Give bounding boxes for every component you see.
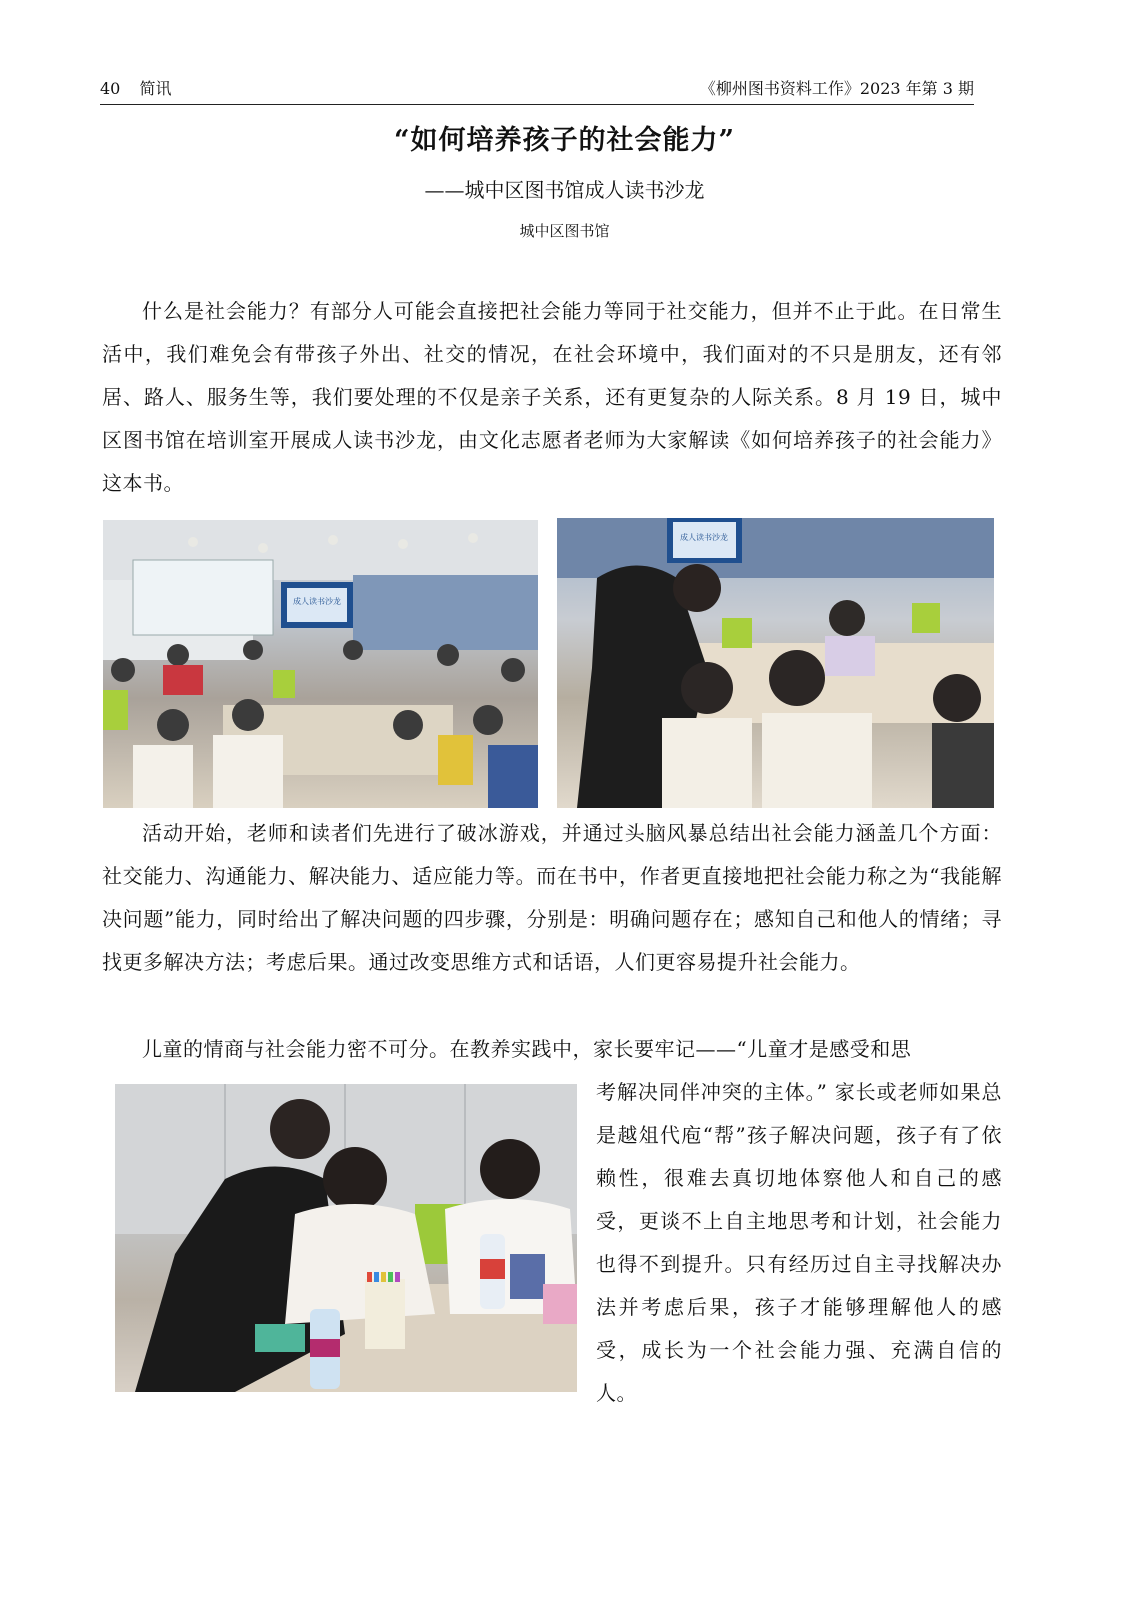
header-left: [100, 78, 171, 100]
article-title: “如何培养孩子的社会能力”: [393, 125, 736, 156]
paragraph-3-rest: 考解决同伴冲突的主体。” 家长或老师如果总是越俎代庖“帮”孩子解决问题，孩子有了依赖性，很难去真切地体察他人和自己的感受，更谈不上自主地思考和计划，社会能力也得不到提升。只有经历过自主寻找解决办法并考虑后果，孩子才能够理解他人的感受，成长为一个社会能力强、充满自信的人。: [596, 1080, 1002, 1405]
article-subtitle: ——城中区图书馆成人读书沙龙: [424, 178, 705, 202]
paragraph-3-lead: 儿童的情商与社会能力密不可分。在教养实践中，家长要牢记——“儿童才是感受和思: [142, 1037, 912, 1061]
section-name: 简讯: [139, 79, 172, 98]
running-header: [100, 78, 974, 105]
paragraph-1: 什么是社会能力？有部分人可能会直接把社会能力等同于社交能力，但并不止于此。在日常生活中，我们难免会有带孩子外出、社交的情况，在社会环境中，我们面对的不只是朋友，还有邻居、路人、服务生等，我们要处理的不仅是亲子关系，还有更复杂的人际关系。8 月 19 日，城中区图书馆在培训室开展成人读书沙龙，由文化志愿者老师为大家解读《如何培养孩子的社会能力》这本书。: [102, 299, 1002, 495]
photo-children-drawing: [115, 1084, 577, 1392]
journal-name: 《柳州图书资料工作》2023 年第 3 期: [699, 79, 974, 98]
photo1-screen-text: 成人读书沙龙: [293, 597, 341, 606]
paragraph-2: 活动开始，老师和读者们先进行了破冰游戏，并通过头脑风暴总结出社会能力涵盖几个方面：社交能力、沟通能力、解决能力、适应能力等。而在书中，作者更直接地把社会能力称之为“我能解决问题”能力，同时给出了解决问题的四步骤，分别是：明确问题存在；感知自己和他人的情绪；寻找更多解决方法；考虑后果。通过改变思维方式和话语，人们更容易提升社会能力。: [102, 821, 1002, 974]
photo-classroom-overview: [103, 520, 538, 808]
photo2-screen-text: 成人读书沙龙: [680, 533, 728, 542]
article-author: 城中区图书馆: [519, 222, 610, 240]
photo-teacher-with-children: [557, 518, 994, 808]
page-number: 40: [100, 79, 121, 98]
